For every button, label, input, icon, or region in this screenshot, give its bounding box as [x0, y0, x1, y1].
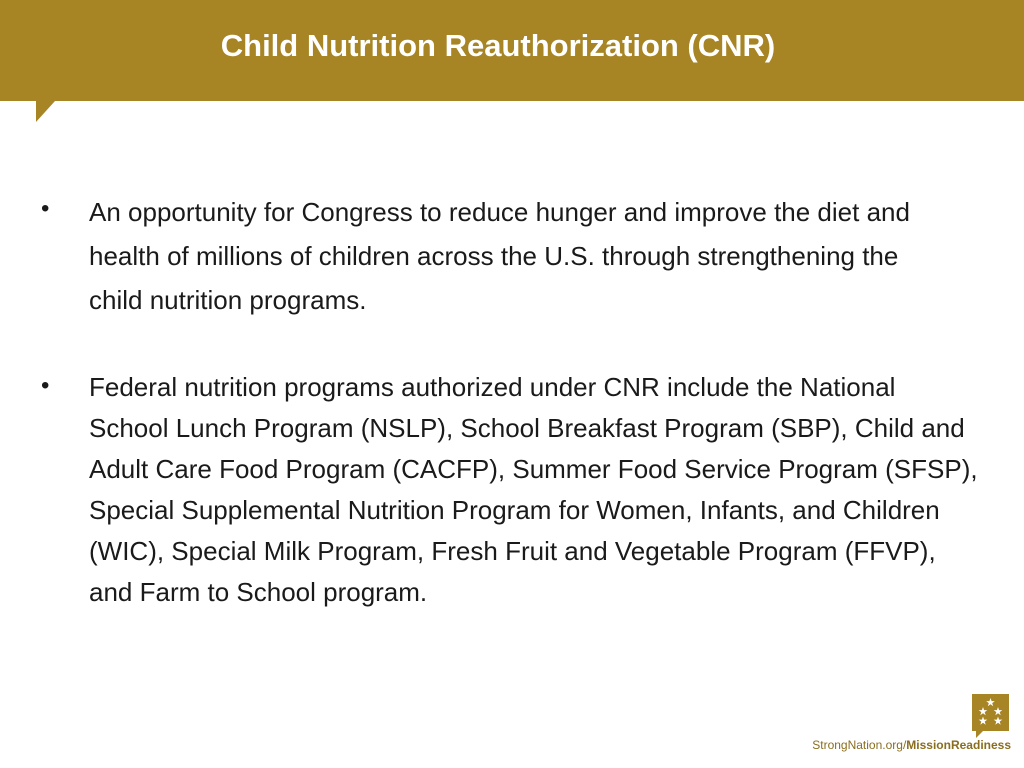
bullet-marker: • [41, 372, 50, 399]
star-shape [979, 717, 988, 725]
star-shape [986, 698, 995, 706]
bullet-text: An opportunity for Congress to reduce hunger and improve the diet and health of millions of children across the U.S. through strengthening the child nutrition programs. [89, 197, 910, 315]
bullet-text: Federal nutrition programs authorized under CNR include the National School Lunch Program (NSLP), School Breakfast Program (SBP), Child and Adult Care Food Program (CACFP), Summer Food Service Program (SFSP), Special Supplemental Nutrition Program for Women, Infants, and Children (WIC), Special Milk Program, Fresh Fruit and Vegetable Program (FFVP), and Farm to School program. [89, 372, 978, 607]
star-shape [979, 707, 988, 715]
footer-url-domain: StrongNation.org/ [812, 738, 907, 752]
star-shape [994, 707, 1003, 715]
five-stars-icon [972, 694, 1009, 731]
slide-title: Child Nutrition Reauthorization (CNR) [220, 28, 776, 63]
bullet-marker: • [41, 195, 50, 222]
star-shape [994, 717, 1003, 725]
footer-url[interactable] [812, 737, 1011, 753]
footer-url-path: MissionReadiness [906, 738, 1011, 752]
